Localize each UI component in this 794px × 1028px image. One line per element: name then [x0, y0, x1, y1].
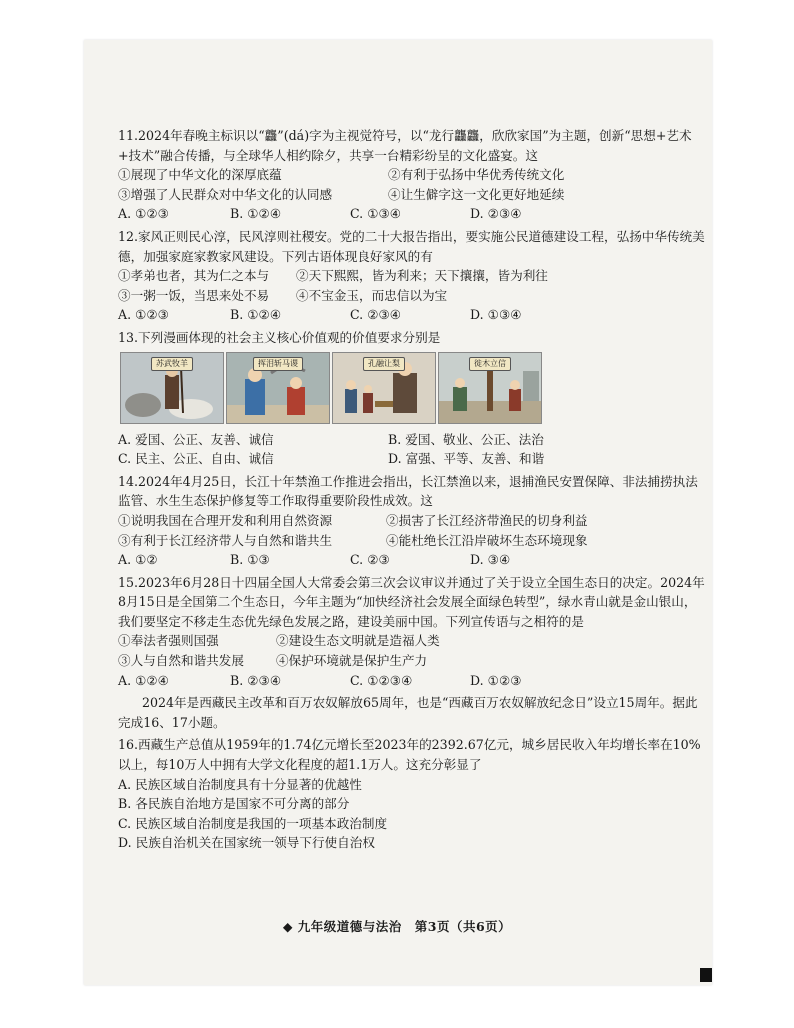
option-d: D. ②③④ — [470, 206, 522, 222]
option-b: B. ②③④ — [230, 672, 282, 688]
comic-panel — [226, 352, 330, 424]
statement: ④能杜绝长江沿岸破坏生态环境现象 — [386, 532, 588, 548]
page-footer: ◆ 九年级道德与法治 第3页（共6页） — [282, 919, 512, 934]
question-stem: 2024年4月25日，长江十年禁渔工作推进会指出，长江禁渔以来，退捕渔民安置保障、非法捕捞执法监管、水生生态保护修复等工作取得重要阶段性成效。这 — [118, 473, 698, 509]
comic-title: 苏武牧羊 — [151, 357, 193, 371]
question-stem: 家风正则民心淳，民风淳则社稷安。党的二十大报告指出，要实施公民道德建设工程，弘扬中华传统美德，加强家庭家教家风建设。下列古语体现良好家风的有 — [118, 228, 705, 264]
question-13 — [118, 328, 708, 469]
option-c: C. ①②③④ — [350, 672, 413, 688]
statement: ④不宝金玉，而忠信以为宝 — [296, 287, 448, 303]
answer-options — [118, 204, 708, 224]
question-number: 12. — [118, 228, 139, 244]
question-12 — [118, 227, 708, 325]
answer-options — [118, 550, 708, 570]
comic-title: 徙木立信 — [469, 357, 511, 371]
comic-title: 孔融让梨 — [363, 357, 405, 371]
statement-list — [118, 266, 708, 286]
option-c: C. ②③ — [350, 552, 390, 568]
option-d: D. ③④ — [470, 552, 511, 568]
question-11 — [118, 126, 708, 224]
question-stem: 2024年春晚主标识以“龘”(dá)字为主视觉符号，以“龙行龘龘，欣欣家国”为主题，创新“思想+艺术+技术”融合传播，与全球华人相约除夕，共享一台精彩纷呈的文化盛宴。这 — [118, 128, 692, 163]
option-c: C. 民族区域自治制度是我国的一项基本政治制度 — [118, 815, 388, 831]
corner-registration-mark — [700, 968, 712, 982]
statement-list — [118, 651, 708, 671]
statement: ②有利于弘扬中华优秀传统文化 — [388, 167, 565, 183]
question-number: 14. — [118, 473, 139, 489]
question-number: 13. — [118, 329, 139, 345]
question-stem: 2023年6月28日十四届全国人大常委会第三次会议审议并通过了关于设立全国生态日的决定。2024年8月15日是全国第二个生态日，今年主题为“加快经济社会发展全面绿色转型”，绿水青山就是金山银山，我们要坚定不移走生态优先绿色发展之路，建设美丽中国。下列宣传语与之相符的是 — [118, 574, 705, 629]
question-number: 16. — [118, 737, 139, 753]
option-a: A. ①②③ — [118, 307, 169, 323]
statement: ③人与自然和谐共发展 — [118, 653, 244, 669]
statement-list — [118, 511, 708, 531]
comic-panel — [438, 352, 542, 424]
answer-options — [118, 775, 708, 853]
statement-list — [118, 286, 708, 306]
option-b: B. 各民族自治地方是国家不可分离的部分 — [118, 796, 350, 812]
option-b: B. ①③ — [230, 552, 270, 568]
question-stem: 西藏生产总值从1959年的1.74亿元增长至2023年的2392.67亿元，城乡居民收入年均增长率在10%以上，每10万人中拥有大学文化程度的超1.1万人。这充分彰显了 — [118, 737, 701, 773]
option-c: C. ②③④ — [350, 307, 402, 323]
statement: ③增强了人民群众对中华文化的认同感 — [118, 186, 333, 202]
option-c: C. 民主、公正、自由、诚信 — [118, 451, 274, 467]
option-a: A. ①②③ — [118, 206, 169, 222]
option-d: D. ①③④ — [470, 307, 522, 323]
statement: ①说明我国在合理开发和利用自然资源 — [118, 512, 333, 528]
statement: ④让生僻字这一文化更好地延续 — [388, 186, 565, 202]
comic-panel — [120, 352, 224, 424]
question-stem: 下列漫画体现的社会主义核心价值观的价值要求分别是 — [138, 329, 441, 345]
question-15 — [118, 573, 708, 691]
comic-strip — [120, 352, 708, 424]
statement: ②建设生态文明就是造福人类 — [276, 633, 440, 649]
statement: ③一粥一饭，当思来处不易 — [118, 287, 270, 303]
question-number: 15. — [118, 574, 139, 590]
option-b: B. 爱国、敬业、公正、法治 — [388, 431, 544, 447]
question-number: 11. — [118, 128, 139, 143]
answer-options — [118, 430, 708, 469]
statement: ②天下熙熙，皆为利来；天下攘攘，皆为利往 — [296, 268, 548, 284]
answer-options — [118, 671, 708, 691]
option-a: A. 民族区域自治制度具有十分显著的优越性 — [118, 776, 362, 792]
statement: ③有利于长江经济带人与自然和谐共生 — [118, 532, 333, 548]
statement: ②损害了长江经济带渔民的切身利益 — [386, 512, 588, 528]
statement-list — [118, 631, 708, 651]
statement: ①孝弟也者，其为仁之本与 — [118, 268, 270, 284]
statement: ①奉法者强则国强 — [118, 633, 219, 649]
option-a: A. 爱国、公正、友善、诚信 — [118, 431, 274, 447]
reading-passage: 2024年是西藏民主改革和百万农奴解放65周年，也是“西藏百万农奴解放纪念日”设立15周年。据此完成16、17小题。 — [118, 695, 698, 730]
option-a: A. ①②④ — [118, 672, 169, 688]
statement-list — [118, 531, 708, 551]
question-16 — [118, 735, 708, 853]
option-b: B. ①②④ — [230, 307, 282, 323]
question-14 — [118, 472, 708, 570]
option-d: D. 富强、平等、友善、和谐 — [388, 451, 545, 467]
statement: ④保护环境就是保护生产力 — [276, 653, 428, 669]
comic-title: 挥泪斩马谡 — [253, 357, 303, 371]
option-a: A. ①② — [118, 552, 158, 568]
exam-content — [118, 126, 708, 856]
option-d: D. ①②③ — [470, 672, 522, 688]
comic-panel — [332, 352, 436, 424]
option-b: B. ①②④ — [230, 206, 282, 222]
option-c: C. ①③④ — [350, 206, 402, 222]
answer-options — [118, 305, 708, 325]
option-d: D. 民族自治机关在国家统一领导下行使自治权 — [118, 835, 375, 851]
statement-list — [118, 165, 708, 204]
statement: ①展现了中华文化的深厚底蕴 — [118, 167, 282, 183]
